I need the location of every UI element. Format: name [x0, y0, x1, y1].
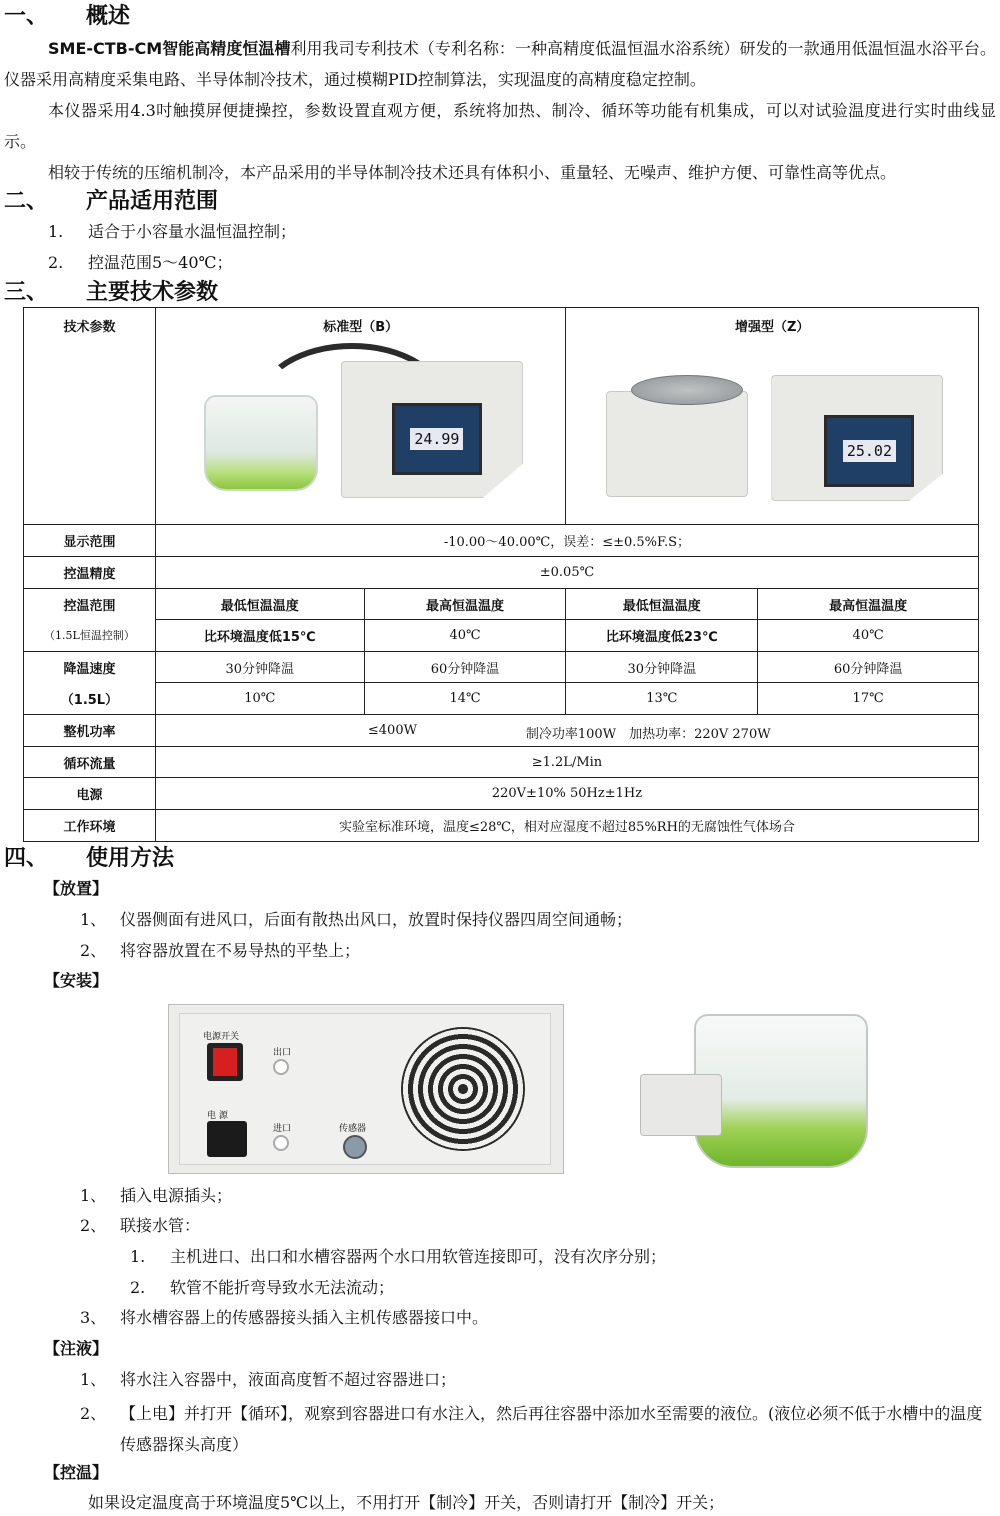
row-label: 控温精度 — [24, 557, 156, 589]
subsection-title: 【注液】 — [44, 1339, 109, 1358]
row-value — [155, 715, 978, 747]
section-title: 产品适用范围 — [86, 189, 219, 214]
list-text: 仪器侧面有进风口，后面有散热出风口，放置时保持仪器四周空间通畅； — [120, 910, 633, 929]
row-label: 电源 — [24, 778, 156, 810]
table-row — [24, 620, 979, 652]
water-bath-container — [204, 395, 318, 491]
row-value: ±0.05℃ — [155, 557, 978, 589]
table-row — [24, 308, 979, 525]
subsection-title: 【安装】 — [44, 971, 109, 990]
column-header: 最低恒温温度 — [155, 589, 364, 620]
list-item — [80, 1367, 456, 1393]
cell-value: 14℃ — [364, 683, 566, 715]
panel-label: 传感器 — [339, 1124, 367, 1134]
overview-paragraph-2: 本仪器采用4.3吋触摸屏便捷操控，参数设置直观方便，系统将加热、制冷、循环等功能有机集成，可以对试验温度进行实时曲线显示。 — [4, 101, 996, 151]
panel-label: 进口 — [273, 1124, 292, 1134]
cell-value: 40℃ — [758, 620, 979, 652]
row-value: ≥1.2L/Min — [155, 747, 978, 778]
product-name: SME-CTB-CM智能高精度恒温槽 — [48, 39, 291, 58]
column-header: 30分钟降温 — [566, 652, 758, 683]
water-tank-photo — [640, 1010, 870, 1170]
list-item — [80, 1183, 232, 1209]
list-item — [130, 1275, 394, 1301]
table-row — [24, 747, 979, 778]
table-row — [24, 715, 979, 747]
cell-value: 10℃ — [155, 683, 364, 715]
overview-paragraph-3: 相较于传统的压缩机制冷，本产品采用的半导体制冷技术还具有体积小、重量轻、无噪声、维护方便、可靠性高等优点。 — [48, 163, 897, 182]
list-item — [130, 1244, 666, 1270]
column-header: 30分钟降温 — [155, 652, 364, 683]
subsection-title: 【控温】 — [44, 1463, 109, 1482]
table-row — [24, 778, 979, 810]
table-row — [24, 589, 979, 620]
list-item — [80, 907, 632, 933]
list-text: 将容器放置在不易导热的平垫上； — [120, 941, 361, 960]
section-number: 三、 — [4, 280, 49, 305]
header-standard: 标准型（B） — [323, 320, 399, 335]
overview-paragraph-1 — [4, 33, 996, 95]
power-socket — [207, 1121, 247, 1157]
power-switch — [207, 1043, 243, 1081]
cell-value: 13℃ — [566, 683, 758, 715]
column-header: 最低恒温温度 — [566, 589, 758, 620]
overview-text: 利用我司专利技术（专利名称：一种高精度低温恒温水浴系统）研发的一款通用低温恒温水浴平台。仪器采用高精度采集电路、半导体制冷技术，通过模糊PID控制算法，实现温度的高精度稳定控制。 — [4, 39, 996, 89]
list-text: 软管不能折弯导致水无法流动； — [170, 1278, 395, 1297]
list-text: 将水注入容器中，液面高度暂不超过容器进口； — [120, 1370, 457, 1389]
display-reading: 24.99 — [410, 428, 463, 450]
list-number: 2、 — [80, 941, 107, 960]
power-detail: 制冷功率100W 加热功率：220V 270W — [525, 727, 771, 742]
table-row — [24, 557, 979, 589]
list-text: 联接水管： — [120, 1216, 201, 1235]
table-row — [24, 683, 979, 715]
section-heading-usage — [0, 846, 174, 872]
list-text: 适合于小容量水温恒温控制； — [88, 222, 297, 241]
rear-panel-photo — [168, 1004, 564, 1174]
row-label: 工作环境 — [24, 810, 156, 842]
bath-lid — [631, 375, 743, 405]
row-value: -10.00～40.00℃，误差：≤±0.5%F.S； — [155, 525, 978, 557]
switch-rocker — [213, 1048, 237, 1076]
list-number: 2、 — [80, 1216, 107, 1235]
section-title: 使用方法 — [86, 846, 175, 871]
display-reading: 25.02 — [843, 440, 896, 462]
panel-label: 出口 — [273, 1048, 292, 1058]
control-paragraph: 如果设定温度高于环境温度5℃以上，不用打开【制冷】开关，否则请打开【制冷】开关； — [88, 1493, 725, 1512]
list-number: 1、 — [80, 1186, 107, 1205]
standard-model-photo — [156, 335, 566, 515]
column-header: 最高恒温温度 — [758, 589, 979, 620]
row-value: 220V±10% 50Hz±1Hz — [155, 778, 978, 810]
section-title: 主要技术参数 — [86, 280, 219, 305]
list-number: 2. — [48, 253, 64, 272]
table-row — [24, 652, 979, 683]
row-label: 循环流量 — [24, 747, 156, 778]
total-power: ≤400W — [367, 723, 417, 738]
enhanced-model-photo — [566, 335, 978, 515]
section-heading-specs — [0, 280, 218, 306]
list-number: 1. — [48, 222, 64, 241]
list-item — [80, 1305, 488, 1331]
list-text: 将水槽容器上的传感器接头插入主机传感器接口中。 — [120, 1308, 489, 1327]
table-row — [24, 525, 979, 557]
list-number: 2、 — [80, 1404, 107, 1423]
list-text: 主机进口、出口和水槽容器两个水口用软管连接即可，没有次序分别； — [170, 1247, 667, 1266]
list-item — [80, 1398, 996, 1460]
list-number: 3、 — [80, 1308, 107, 1327]
section-number: 一、 — [4, 4, 49, 29]
header-enhanced: 增强型（Z） — [734, 320, 810, 335]
table-row — [24, 810, 979, 842]
list-number: 2. — [130, 1278, 146, 1297]
list-text: 【上电】并打开【循环】，观察到容器进口有水注入，然后再往容器中添加水至需要的液位。(液位必须不低于水槽中的温度传感器探头高度） — [120, 1404, 983, 1454]
cell-value: 40℃ — [364, 620, 566, 652]
header-enhanced-cell — [566, 308, 979, 525]
panel-label: 电 源 — [207, 1111, 228, 1121]
row-label: 降温速度 — [24, 652, 156, 683]
list-item — [80, 1213, 200, 1239]
list-number: 1、 — [80, 910, 107, 929]
list-number: 1. — [130, 1247, 146, 1266]
list-text: 控温范围5～40℃； — [88, 253, 233, 272]
row-sublabel: （1.5L恒温控制） — [24, 620, 156, 652]
list-number: 1、 — [80, 1370, 107, 1389]
column-header: 最高恒温温度 — [364, 589, 566, 620]
section-number: 四、 — [4, 846, 49, 871]
subsection-title: 【放置】 — [44, 879, 109, 898]
section-title: 概述 — [86, 4, 131, 29]
list-text: 插入电源插头； — [120, 1186, 233, 1205]
row-label: 整机功率 — [24, 715, 156, 747]
fan-grille — [401, 1027, 525, 1151]
section-heading-overview — [0, 4, 130, 30]
column-header: 60分钟降温 — [364, 652, 566, 683]
cell-value: 比环境温度低23℃ — [566, 620, 758, 652]
panel-label: 电源开关 — [203, 1032, 240, 1042]
row-value: 实验室标准环境，温度≤28℃，相对应湿度不超过85%RH的无腐蚀性气体场合 — [155, 810, 978, 842]
list-item — [80, 938, 360, 964]
inlet-port — [273, 1135, 289, 1151]
spec-table — [23, 307, 979, 842]
display-screen — [824, 415, 914, 487]
cell-value: 17℃ — [758, 683, 979, 715]
list-item — [48, 219, 296, 245]
display-screen — [392, 403, 482, 475]
section-number: 二、 — [4, 189, 49, 214]
bath-unit — [606, 391, 748, 497]
list-item — [48, 250, 232, 276]
sensor-port — [343, 1135, 367, 1159]
row-sublabel: （1.5L） — [24, 683, 156, 715]
row-label: 显示范围 — [24, 525, 156, 557]
header-param: 技术参数 — [24, 308, 156, 525]
outlet-port — [273, 1059, 289, 1075]
header-standard-cell — [155, 308, 566, 525]
column-header: 60分钟降温 — [758, 652, 979, 683]
cell-value: 比环境温度低15℃ — [155, 620, 364, 652]
tank-connector-block — [640, 1074, 722, 1136]
section-heading-scope — [0, 189, 218, 215]
row-label: 控温范围 — [24, 589, 156, 620]
